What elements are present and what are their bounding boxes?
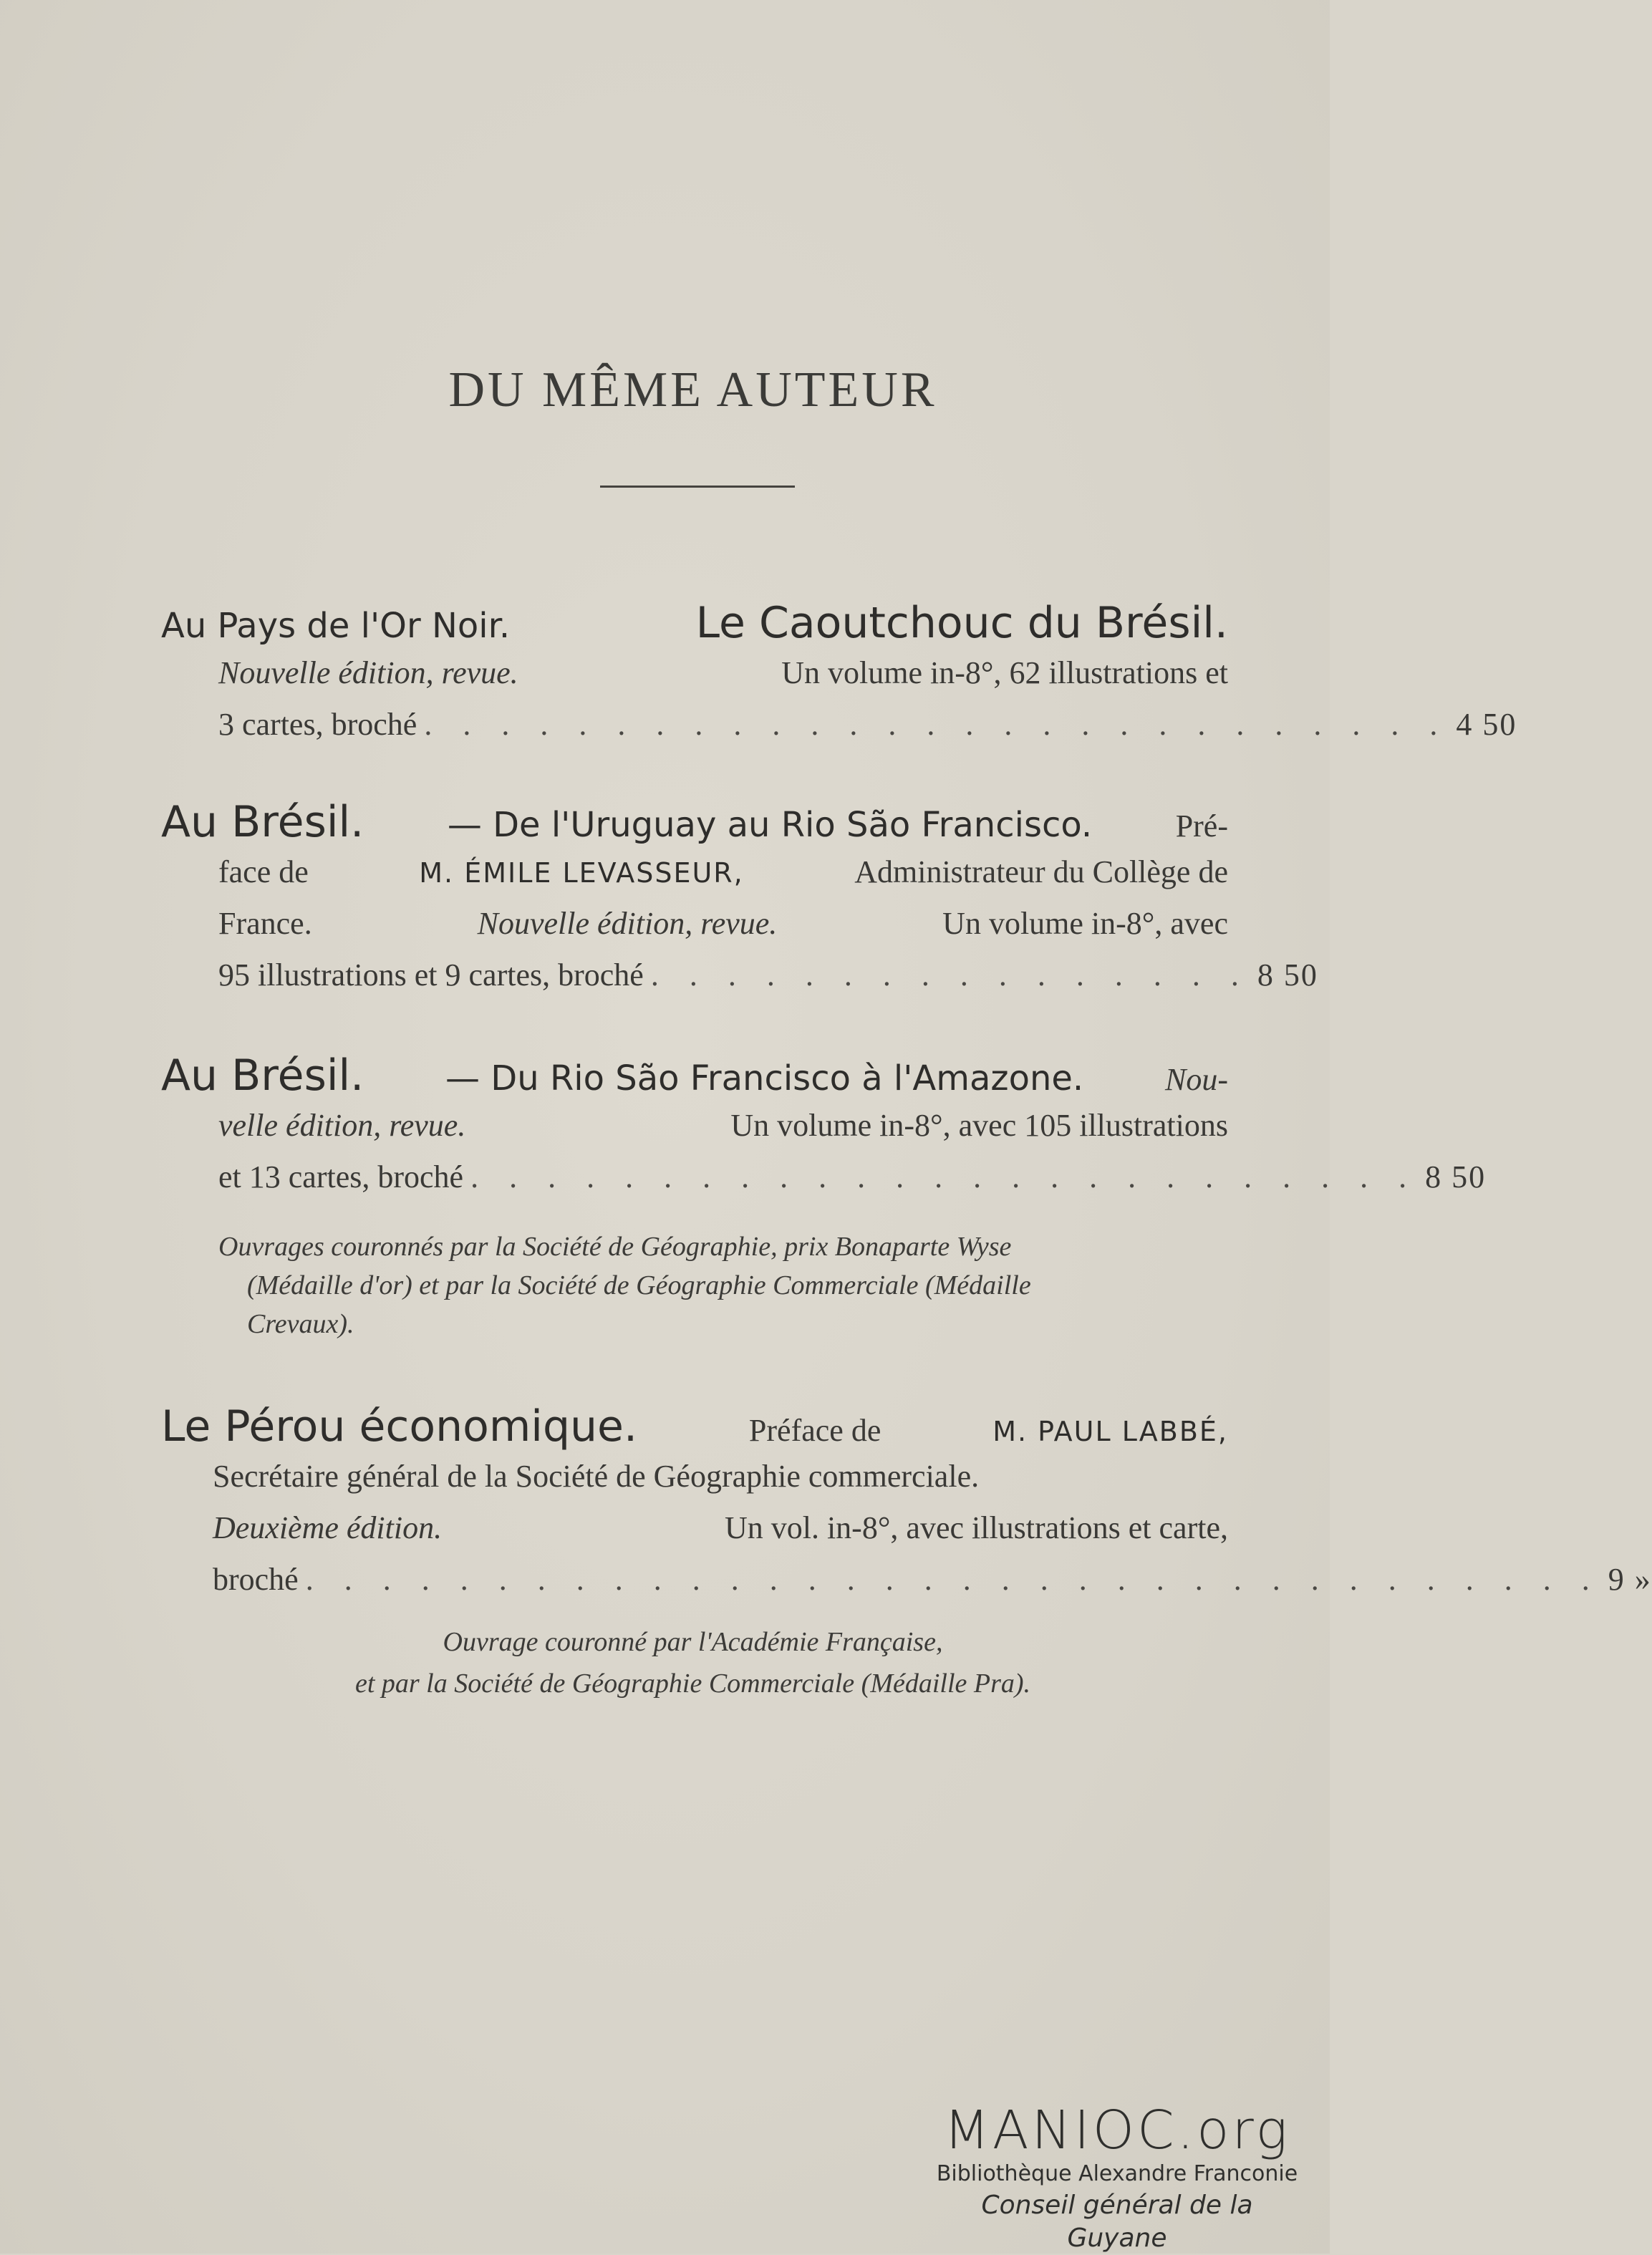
place-text: France.: [218, 906, 312, 941]
dot-leader: . . . . . . . . . . . . . . . . . . . . . . . . .: [470, 1159, 1419, 1194]
award-note-line-1: [218, 1227, 1228, 1267]
price: 4 50: [1456, 707, 1517, 742]
preface-label: Préface de: [748, 1413, 881, 1448]
entry-subtitle: — Du Rio São Francisco à l'Amazone.: [445, 1058, 1084, 1098]
dot-leader: . . . . . . . . . . . . . . . . . . . . . . . . . . .: [424, 707, 1449, 742]
author-role: Administrateur du Collège de: [854, 854, 1228, 889]
council-name: Conseil général de la Guyane: [981, 2191, 1253, 2253]
entry-line-3: [161, 1157, 1487, 1197]
dot-leader: . . . . . . . . . . . . . . . . . . . . . . . . . . . . . . . . . .: [305, 1562, 1601, 1597]
page-title: DU MÊME AUTEUR: [448, 362, 937, 417]
award-note-line-2: [247, 1265, 1031, 1305]
award-note-text: Ouvrages couronnés par la Société de Géographie, prix Bonaparte Wyse: [218, 1232, 1012, 1262]
binding-text: broché: [213, 1562, 299, 1597]
award-note-line-1: [0, 1622, 1386, 1662]
award-note-text: et par la Société de Géographie Commerciale (Médaille Pra).: [354, 1669, 1031, 1699]
entry-line-2: [161, 852, 1228, 892]
entry-line-4: [161, 1560, 1652, 1600]
entry-line-3: [161, 1508, 1228, 1548]
entry-title-line: [161, 594, 1228, 652]
entry-line-3: [161, 705, 1517, 745]
award-note-text: Crevaux).: [247, 1309, 354, 1339]
entry-tail: Pré-: [1175, 808, 1228, 844]
entry-lead-small: Au Pays de l'Or Noir.: [161, 606, 511, 646]
entry-line-4: [161, 955, 1318, 995]
entry-lead-big: Au Brésil.: [161, 1051, 364, 1101]
binding-text: 95 illustrations et 9 cartes, broché: [218, 957, 644, 993]
award-note-text: (Médaille d'or) et par la Société de Géographie Commerciale (Médaille: [247, 1270, 1031, 1300]
edition-text: Nouvelle édition, revue.: [477, 906, 778, 941]
entry-line-2: [161, 653, 1228, 693]
edition-text: Deuxième édition.: [213, 1510, 443, 1545]
entry-line-2: [161, 1106, 1228, 1146]
edition-text: Nouvelle édition, revue.: [218, 655, 518, 690]
price: 8 50: [1425, 1159, 1487, 1194]
award-note-line-2: [0, 1664, 1386, 1704]
title-rule: [600, 486, 795, 488]
entry-title-line: [161, 1398, 1228, 1455]
entry-title-line: [161, 793, 1228, 851]
entry-tail: Nou-: [1164, 1062, 1228, 1097]
price: 9 »: [1608, 1562, 1652, 1597]
edition-text: velle édition, revue.: [218, 1108, 466, 1143]
library-name: Bibliothèque Alexandre Franconie: [936, 2161, 1298, 2186]
preface-author: M. ÉMILE LEVASSEUR,: [419, 857, 744, 889]
entry-line-3: [161, 904, 1228, 944]
binding-text: 3 cartes, broché: [218, 707, 417, 742]
price: 8 50: [1257, 957, 1318, 993]
preface-label: face de: [218, 854, 309, 889]
manioc-logo: MANIOC.org: [944, 2100, 1290, 2161]
dot-leader: . . . . . . . . . . . . . . . .: [650, 957, 1250, 993]
entry-line-2: [161, 1457, 1228, 1497]
entry-lead-big: Le Pérou économique.: [161, 1401, 638, 1452]
entry-title-line: [161, 1047, 1228, 1104]
manioc-watermark: [931, 2102, 1303, 2255]
volume-text: Un vol. in-8°, avec illustrations et carte,: [724, 1510, 1228, 1545]
volume-text: Un volume in-8°, avec: [942, 906, 1228, 941]
entry-subtitle: — De l'Uruguay au Rio São Francisco.: [447, 805, 1093, 845]
award-note-line-3: [247, 1304, 354, 1344]
entry-lead-big: Au Brésil.: [161, 797, 364, 847]
volume-text: Un volume in-8°, 62 illustrations et: [781, 655, 1228, 690]
preface-author: M. PAUL LABBÉ,: [992, 1416, 1228, 1447]
award-note-text: Ouvrage couronné par l'Académie Française,: [443, 1627, 943, 1657]
volume-text: Un volume in-8°, avec 105 illustrations: [730, 1108, 1228, 1143]
binding-text: et 13 cartes, broché: [218, 1159, 464, 1194]
author-role: Secrétaire général de la Société de Géographie commerciale.: [213, 1459, 980, 1494]
entry-lead-big: Le Caoutchouc du Brésil.: [695, 598, 1228, 648]
